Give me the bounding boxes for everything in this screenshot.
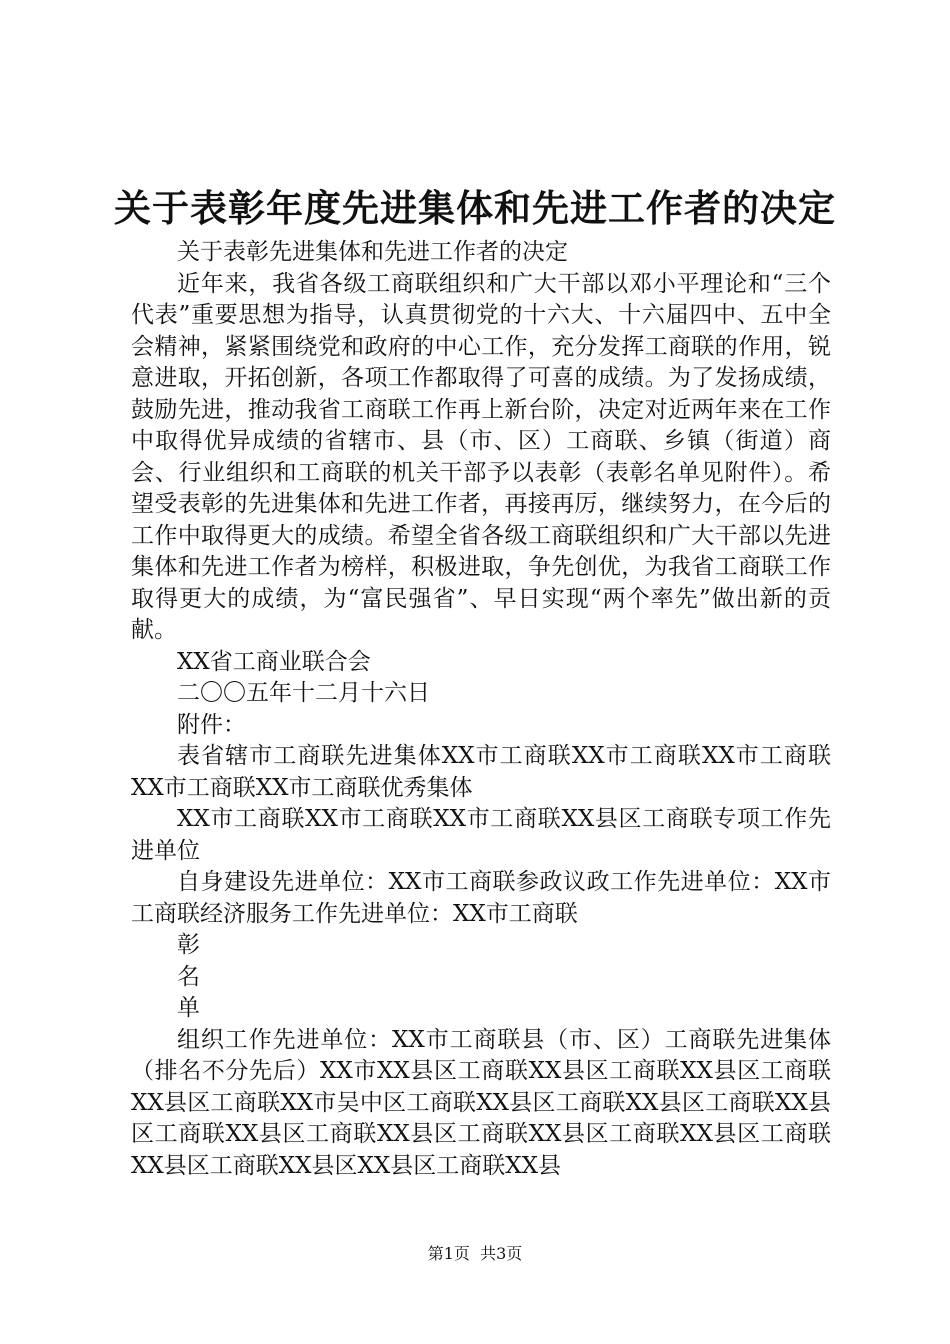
attachment-paragraph: 表省辖市工商联先进集体XX市工商联XX市工商联XX市工商联XX市工商联XX市工商联优秀集体	[131, 743, 831, 801]
vertical-text-char: 名	[177, 963, 200, 990]
attachment-label: 附件：	[177, 711, 246, 738]
document-body	[131, 237, 831, 1182]
vertical-text-char: 单	[177, 995, 200, 1021]
attachment-paragraph: 组织工作先进单位：XX市工商联县（市、区）工商联先进集体（排名不分先后）XX市XX县区工商联XX县区工商联XX县区工商联XX县区工商联XX市吴中区工商联XX县区工商联XX县区工商联XX县区工商联XX县区工商联XX县区工商联XX县区工商联XX县区工商联XX县区工商联XX县区XX县区工商联XX县	[131, 1026, 831, 1179]
page-number: 第1页 共3页	[427, 1244, 523, 1263]
page-footer	[0, 1243, 950, 1265]
issuer-line: XX省工商业联合会	[177, 648, 371, 675]
date-line: 二〇〇五年十二月十六日	[177, 680, 430, 706]
subtitle-paragraph: 关于表彰先进集体和先进工作者的决定	[177, 239, 568, 265]
document-title: 关于表彰年度先进集体和先进工作者的决定	[114, 187, 836, 230]
attachment-paragraph: 自身建设先进单位：XX市工商联参政议政工作先进单位：XX市工商联经济服务工作先进单位：XX市工商联	[131, 869, 831, 927]
main-paragraph: 近年来，我省各级工商联组织和广大干部以邓小平理论和“三个代表”重要思想为指导，认真贯彻党的十六大、十六届四中、五中全会精神，紧紧围绕党和政府的中心工作，充分发挥工商联的作用，锐意进取，开拓创新，各项工作都取得了可喜的成绩。为了发扬成绩，鼓励先进，推动我省工商联工作再上新台阶，决定对近两年来在工作中取得优异成绩的省辖市、县（市、区）工商联、乡镇（街道）商会、行业组织和工商联的机关干部予以表彰（表彰名单见附件）。希望受表彰的先进集体和先进工作者，再接再厉，继续努力，在今后的工作中取得更大的成绩。希望全省各级工商联组织和广大干部以先进集体和先进工作者为榜样，积极进取，争先创优，为我省工商联工作取得更大的成绩，为“富民强省”、早日实现“两个率先”做出新的贡献。	[131, 270, 831, 643]
vertical-text-char: 彰	[177, 932, 200, 958]
attachment-paragraph: XX市工商联XX市工商联XX市工商联XX县区工商联专项工作先进单位	[131, 806, 831, 864]
